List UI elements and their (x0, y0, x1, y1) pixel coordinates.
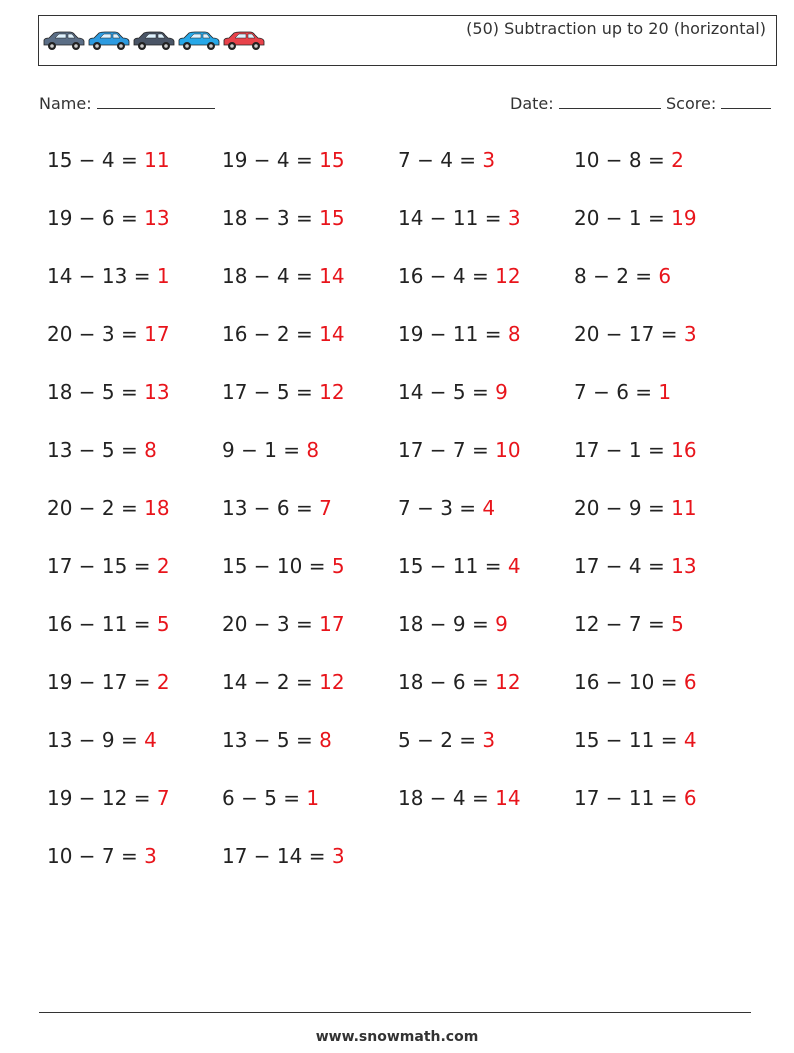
problem-7 (398, 206, 521, 230)
problem-question: 16 − 11 = (47, 612, 157, 636)
problem-20 (574, 380, 671, 404)
problem-6 (222, 206, 345, 230)
problem-41 (47, 728, 157, 752)
problem-question: 15 − 11 = (574, 728, 684, 752)
problem-answer: 6 (683, 786, 697, 810)
problem-question: 15 − 11 = (398, 554, 508, 578)
problem-answer: 17 (319, 612, 345, 636)
problem-question: 16 − 10 = (574, 670, 684, 694)
problem-question: 19 − 11 = (398, 322, 508, 346)
problem-answer: 8 (507, 322, 521, 346)
problem-32 (574, 554, 697, 578)
problem-39 (398, 670, 521, 694)
problem-answer: 3 (144, 844, 157, 868)
problem-question: 20 − 2 = (47, 496, 145, 520)
problem-answer: 11 (144, 148, 170, 172)
problem-question: 16 − 4 = (398, 264, 496, 288)
problem-23 (398, 438, 521, 462)
worksheet-title: (50) Subtraction up to 20 (horizontal) (466, 19, 766, 38)
problem-answer: 19 (671, 206, 697, 230)
problem-17 (47, 380, 170, 404)
problem-question: 8 − 2 = (574, 264, 659, 288)
problem-answer: 9 (495, 612, 508, 636)
problem-question: 17 − 11 = (574, 786, 684, 810)
problem-48 (574, 786, 697, 810)
problem-question: 19 − 17 = (47, 670, 157, 694)
problem-answer: 12 (319, 670, 345, 694)
problem-question: 14 − 2 = (222, 670, 320, 694)
problem-question: 17 − 7 = (398, 438, 496, 462)
problem-44 (574, 728, 697, 752)
problem-12 (574, 264, 671, 288)
problem-question: 14 − 5 = (398, 380, 496, 404)
problem-11 (398, 264, 521, 288)
problem-question: 7 − 6 = (574, 380, 659, 404)
problem-question: 13 − 6 = (222, 496, 320, 520)
problem-answer: 8 (319, 728, 332, 752)
problem-question: 13 − 5 = (47, 438, 145, 462)
problem-50 (222, 844, 345, 868)
problem-question: 20 − 3 = (47, 322, 145, 346)
problem-49 (47, 844, 157, 868)
problem-22 (222, 438, 319, 462)
problem-47 (398, 786, 521, 810)
problem-answer: 6 (658, 264, 672, 288)
problem-13 (47, 322, 170, 346)
problem-question: 16 − 2 = (222, 322, 320, 346)
problem-answer: 4 (482, 496, 496, 520)
problem-36 (574, 612, 684, 636)
problem-question: 18 − 4 = (398, 786, 496, 810)
problem-question: 14 − 11 = (398, 206, 508, 230)
problem-question: 20 − 3 = (222, 612, 320, 636)
problem-14 (222, 322, 345, 346)
problem-question: 18 − 9 = (398, 612, 496, 636)
problem-answer: 13 (144, 206, 170, 230)
problem-43 (398, 728, 495, 752)
problem-45 (47, 786, 170, 810)
problem-29 (47, 554, 170, 578)
problem-16 (574, 322, 697, 346)
problem-question: 17 − 4 = (574, 554, 672, 578)
date-label: Date: (510, 94, 554, 113)
problem-answer: 4 (507, 554, 521, 578)
problem-answer: 10 (495, 438, 521, 462)
problem-question: 19 − 6 = (47, 206, 145, 230)
problem-37 (47, 670, 170, 694)
problem-40 (574, 670, 697, 694)
problem-30 (222, 554, 345, 578)
problem-answer: 2 (671, 148, 684, 172)
problem-18 (222, 380, 345, 404)
problem-answer: 5 (671, 612, 684, 636)
problem-34 (222, 612, 345, 636)
problem-answer: 14 (319, 322, 345, 346)
problem-28 (574, 496, 697, 520)
problem-5 (47, 206, 170, 230)
problem-question: 15 − 4 = (47, 148, 145, 172)
problem-answer: 9 (495, 380, 508, 404)
problem-answer: 17 (144, 322, 170, 346)
problem-question: 7 − 3 = (398, 496, 483, 520)
problem-2 (222, 148, 345, 172)
problem-answer: 1 (658, 380, 672, 404)
problem-answer: 3 (331, 844, 345, 868)
problem-9 (47, 264, 170, 288)
problem-question: 19 − 4 = (222, 148, 320, 172)
problem-answer: 12 (495, 264, 521, 288)
problem-27 (398, 496, 495, 520)
problem-question: 18 − 4 = (222, 264, 320, 288)
problem-31 (398, 554, 521, 578)
problem-question: 9 − 1 = (222, 438, 307, 462)
problem-answer: 3 (683, 322, 697, 346)
problem-answer: 8 (306, 438, 320, 462)
footer-divider (39, 1012, 751, 1013)
problem-10 (222, 264, 345, 288)
problem-answer: 4 (144, 728, 157, 752)
problem-question: 18 − 6 = (398, 670, 496, 694)
problem-answer: 7 (156, 786, 170, 810)
problem-42 (222, 728, 332, 752)
problem-question: 20 − 1 = (574, 206, 672, 230)
problem-answer: 1 (156, 264, 170, 288)
name-label: Name: (39, 94, 92, 113)
problem-answer: 18 (144, 496, 170, 520)
problem-question: 18 − 5 = (47, 380, 145, 404)
footer-url: www.snowmath.com (315, 1029, 479, 1045)
problem-answer: 11 (671, 496, 697, 520)
problem-question: 10 − 8 = (574, 148, 672, 172)
problem-question: 20 − 9 = (574, 496, 672, 520)
problem-question: 17 − 5 = (222, 380, 320, 404)
problem-26 (222, 496, 332, 520)
problem-4 (574, 148, 684, 172)
problem-question: 15 − 10 = (222, 554, 332, 578)
problem-answer: 14 (319, 264, 345, 288)
problem-1 (47, 148, 170, 172)
problem-question: 17 − 15 = (47, 554, 157, 578)
problem-answer: 5 (156, 612, 170, 636)
problem-answer: 13 (144, 380, 170, 404)
problem-question: 13 − 9 = (47, 728, 145, 752)
problem-38 (222, 670, 345, 694)
problem-answer: 2 (156, 554, 170, 578)
problem-question: 19 − 12 = (47, 786, 157, 810)
problem-question: 12 − 7 = (574, 612, 672, 636)
problem-answer: 3 (482, 728, 496, 752)
problem-answer: 6 (683, 670, 697, 694)
problem-answer: 7 (319, 496, 332, 520)
problem-question: 14 − 13 = (47, 264, 157, 288)
problem-question: 17 − 14 = (222, 844, 332, 868)
problem-answer: 16 (671, 438, 697, 462)
problem-answer: 8 (144, 438, 157, 462)
problem-question: 6 − 5 = (222, 786, 307, 810)
problem-21 (47, 438, 157, 462)
problem-answer: 14 (495, 786, 521, 810)
problem-answer: 2 (156, 670, 170, 694)
problem-35 (398, 612, 508, 636)
problem-answer: 5 (331, 554, 345, 578)
problem-question: 20 − 17 = (574, 322, 684, 346)
score-label: Score: (666, 94, 717, 113)
problem-33 (47, 612, 170, 636)
problem-question: 17 − 1 = (574, 438, 672, 462)
problem-answer: 12 (319, 380, 345, 404)
problem-8 (574, 206, 697, 230)
problem-15 (398, 322, 521, 346)
problem-3 (398, 148, 495, 172)
problem-question: 18 − 3 = (222, 206, 320, 230)
problem-question: 7 − 4 = (398, 148, 483, 172)
problem-question: 10 − 7 = (47, 844, 145, 868)
problem-question: 5 − 2 = (398, 728, 483, 752)
problem-answer: 3 (482, 148, 496, 172)
problem-24 (574, 438, 697, 462)
problem-answer: 15 (319, 148, 345, 172)
problem-19 (398, 380, 508, 404)
problem-answer: 13 (671, 554, 697, 578)
problem-25 (47, 496, 170, 520)
problem-answer: 4 (683, 728, 697, 752)
problem-answer: 3 (507, 206, 521, 230)
problem-46 (222, 786, 319, 810)
problem-answer: 15 (319, 206, 345, 230)
problem-question: 13 − 5 = (222, 728, 320, 752)
problem-answer: 12 (495, 670, 521, 694)
problem-answer: 1 (306, 786, 320, 810)
